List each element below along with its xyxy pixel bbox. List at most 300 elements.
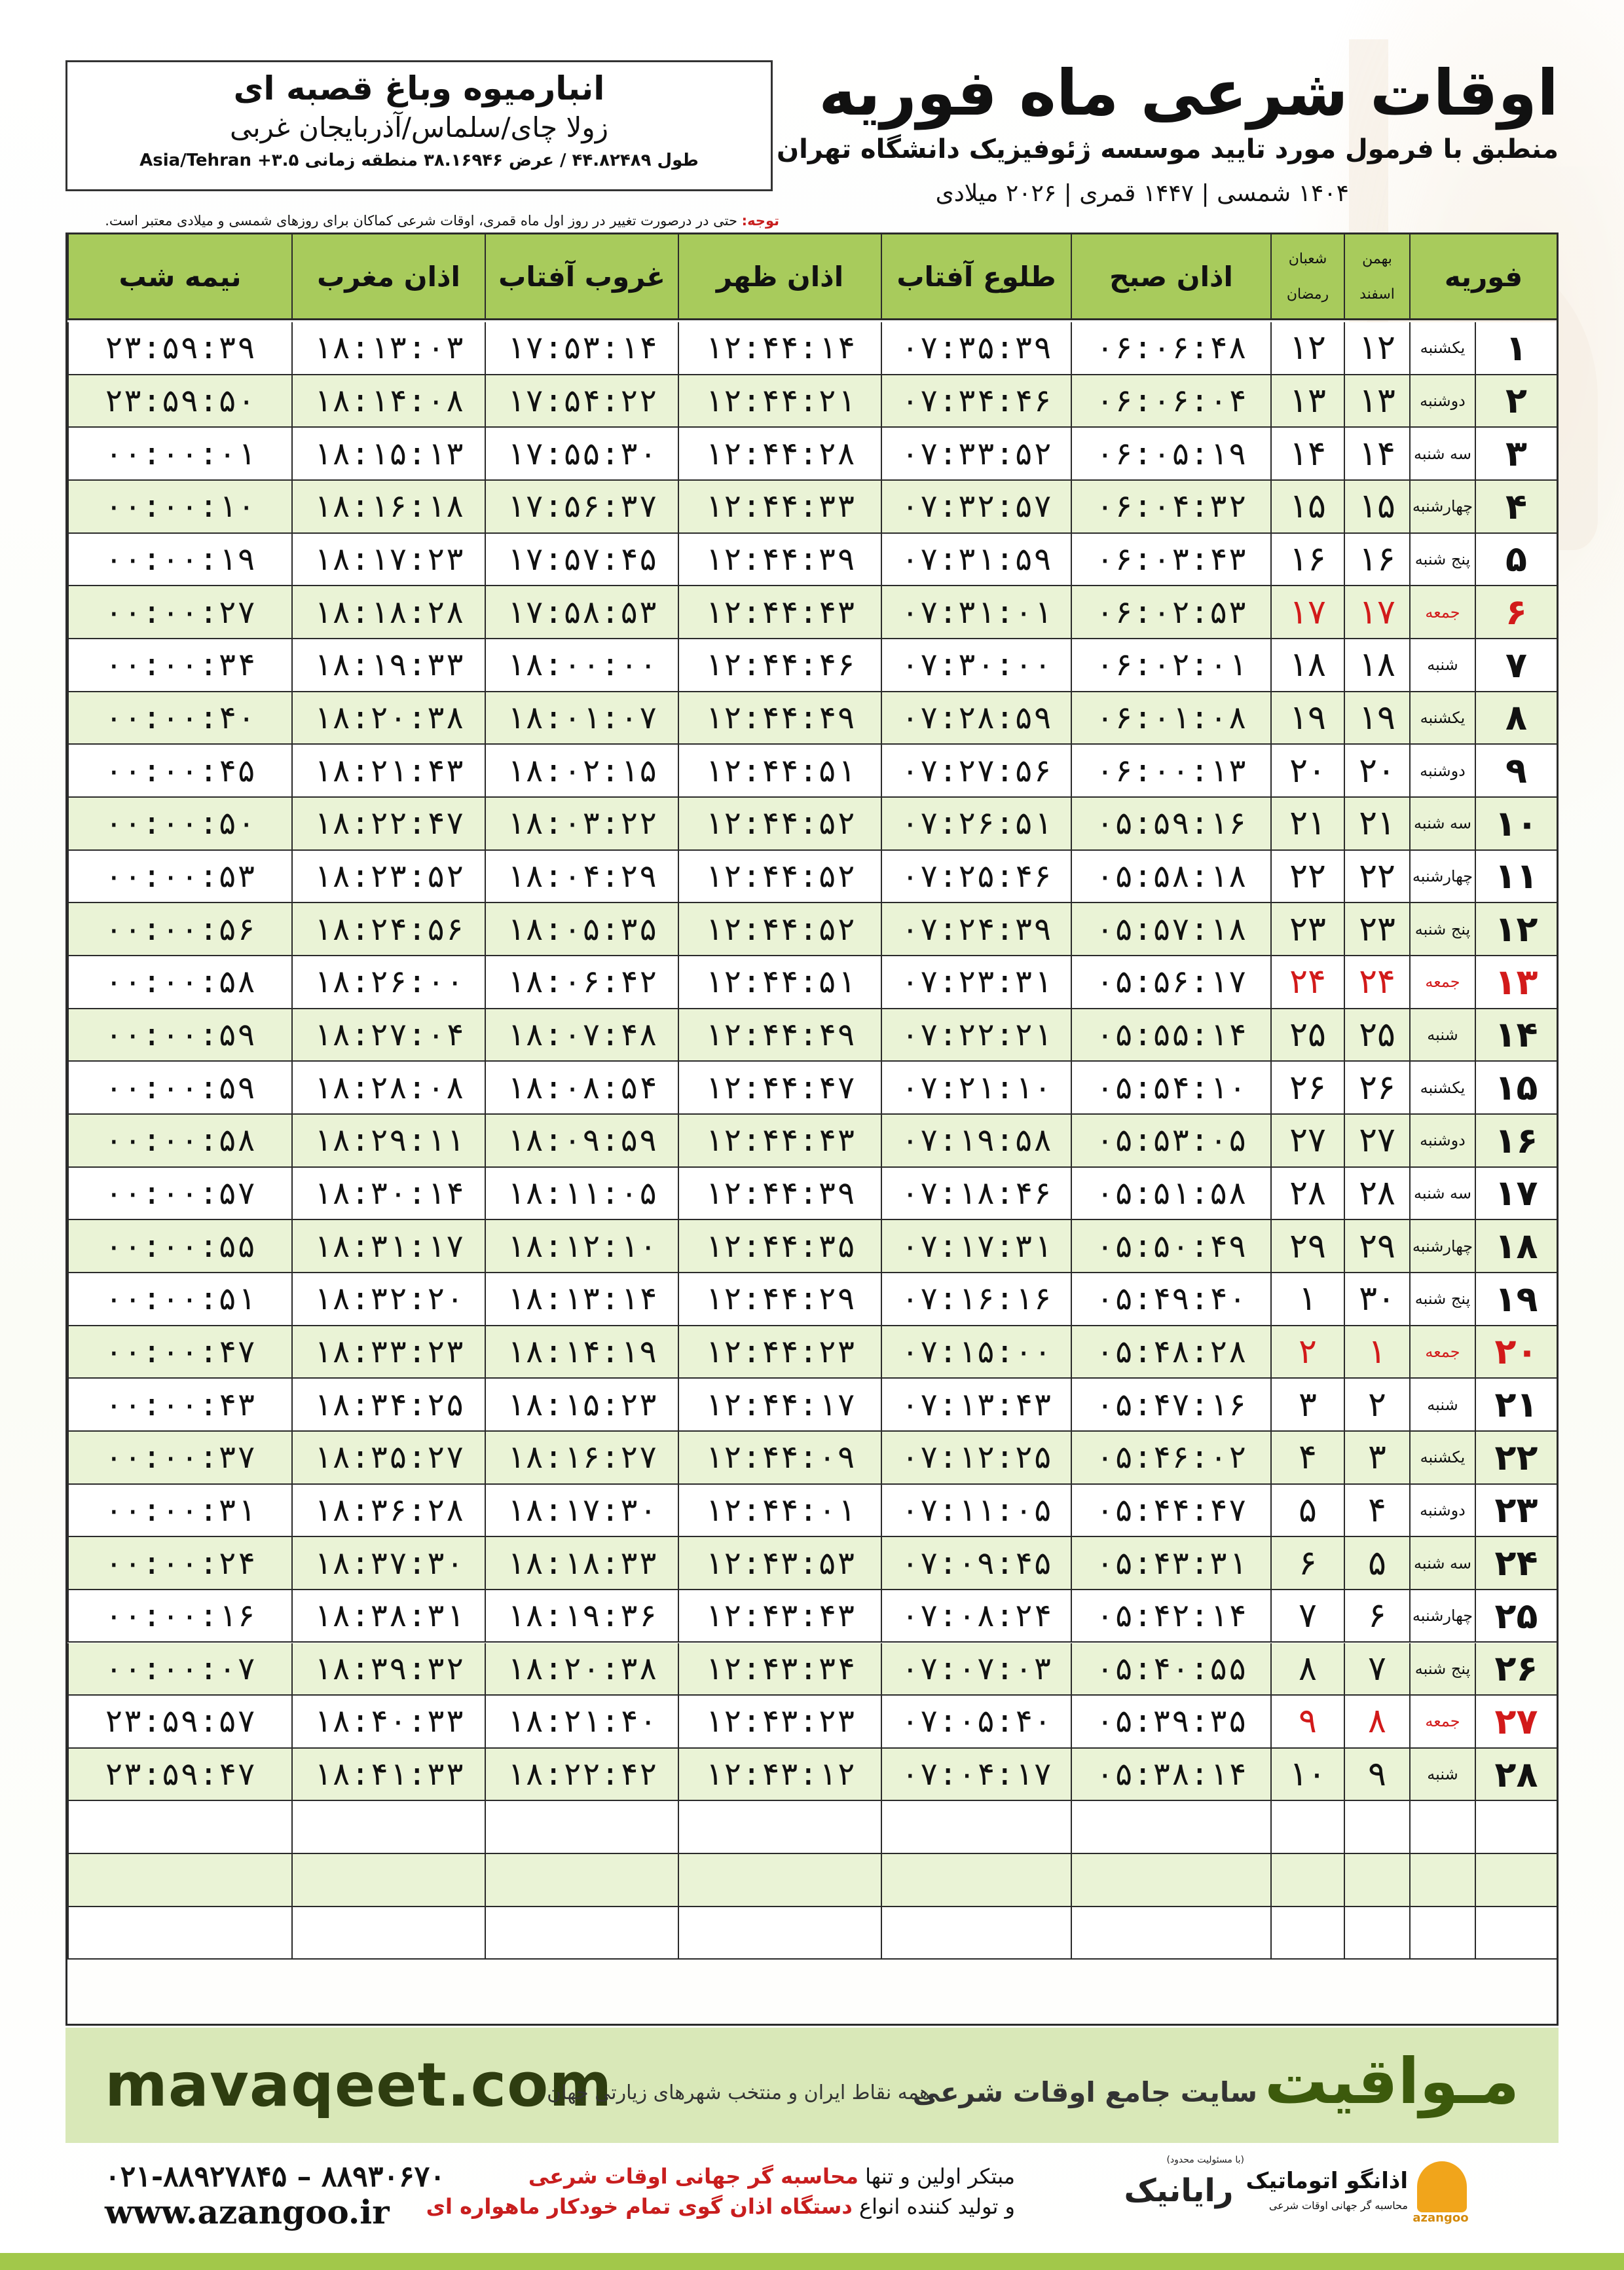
rayanik-tag: (با مسئولیت محدود) [1166, 2155, 1244, 2165]
cell-l: ۱۰ [1270, 1749, 1344, 1800]
cell-s: ۲۴ [1344, 956, 1409, 1008]
table-row [67, 375, 1557, 428]
cell-wd: پنج شنبه [1409, 1273, 1475, 1325]
cell-n: ۲۳:۵۹:۳۹ [67, 322, 291, 374]
prayer-times-table [65, 233, 1559, 2026]
cell-n: ۰۰:۰۰:۳۷ [67, 1432, 291, 1483]
header-solar-label: بهمن [1362, 250, 1392, 267]
header-lunar-label: شعبان [1288, 250, 1327, 267]
cell-l: ۱ [1270, 1273, 1344, 1325]
cell-n: ۰۰:۰۰:۵۸ [67, 1115, 291, 1166]
cell-sr: ۰۷:۲۷:۵۶ [881, 745, 1071, 796]
cell-sr: ۰۷:۳۳:۵۲ [881, 428, 1071, 479]
cell-s: ۱۶ [1344, 534, 1409, 586]
table-row [67, 534, 1557, 587]
note-text: حتی در درصورت تغییر در روز اول ماه قمری، اوقات شرعی کماکان برای روزهای شمسی و میلادی معتبر است. [105, 213, 737, 229]
cell-m: ۱۸:۳۵:۲۷ [291, 1432, 485, 1483]
cell-m: ۱۸:۲۶:۰۰ [291, 956, 485, 1008]
cell-d: ۳ [1475, 428, 1557, 479]
cell-l: ۶ [1270, 1537, 1344, 1589]
cell-s: ۱۳ [1344, 375, 1409, 427]
cell-n: ۲۳:۵۹:۵۰ [67, 375, 291, 427]
cell-d: ۱۶ [1475, 1115, 1557, 1166]
cell-sr: ۰۷:۱۳:۴۳ [881, 1379, 1071, 1430]
cell-d [1475, 1801, 1557, 1853]
location-box [65, 60, 773, 191]
cell-sr: ۰۷:۱۵:۰۰ [881, 1326, 1071, 1378]
cell-n: ۰۰:۰۰:۵۶ [67, 903, 291, 955]
table-row [67, 903, 1557, 956]
cell-l: ۲۸ [1270, 1168, 1344, 1219]
table-row [67, 1907, 1557, 1960]
promo2-highlight: دستگاه اذان گوی تمام خودکار ماهواره ای [426, 2194, 853, 2219]
cell-z: ۱۲:۴۴:۰۱ [678, 1485, 881, 1536]
cell-d: ۲ [1475, 375, 1557, 427]
cell-s: ۱۷ [1344, 586, 1409, 638]
cell-z: ۱۲:۴۴:۵۱ [678, 745, 881, 796]
azangoo-icon [1417, 2161, 1467, 2212]
cell-wd: چهارشنبه [1409, 1220, 1475, 1272]
cell-l: ۲۰ [1270, 745, 1344, 796]
location-region: زولا چای/سلماس/آذربایجان غربی [229, 111, 608, 143]
cell-m [291, 1801, 485, 1853]
table-row [67, 1485, 1557, 1538]
cell-l: ۱۸ [1270, 639, 1344, 691]
header-month: فوریه [1409, 234, 1557, 318]
cell-sr [881, 1801, 1071, 1853]
cell-d: ۲۷ [1475, 1696, 1557, 1747]
header-dhuhr: اذان ظهر [678, 234, 881, 318]
table-row [67, 1220, 1557, 1273]
azangoo-logo [1246, 2161, 1480, 2227]
cell-f: ۰۶:۰۶:۰۴ [1071, 375, 1270, 427]
cell-l: ۳ [1270, 1379, 1344, 1430]
cell-sr: ۰۷:۲۵:۴۶ [881, 851, 1071, 902]
cell-wd: جمعه [1409, 956, 1475, 1008]
cell-l: ۸ [1270, 1643, 1344, 1695]
cell-wd: شنبه [1409, 1749, 1475, 1800]
cell-s: ۲۶ [1344, 1062, 1409, 1113]
cell-z: ۱۲:۴۴:۳۹ [678, 1168, 881, 1219]
cell-sr: ۰۷:۳۲:۵۷ [881, 481, 1071, 532]
table-row [67, 1432, 1557, 1485]
cell-m: ۱۸:۳۸:۳۱ [291, 1590, 485, 1642]
note [65, 213, 779, 229]
cell-z: ۱۲:۴۳:۵۳ [678, 1537, 881, 1589]
cell-s: ۴ [1344, 1485, 1409, 1536]
cell-d: ۱۹ [1475, 1273, 1557, 1325]
cell-ss: ۱۸:۰۴:۲۹ [485, 851, 678, 902]
promo1-text: مبتکر اولین و تنها [865, 2164, 1015, 2189]
cell-wd: یکشنبه [1409, 1062, 1475, 1113]
cell-m: ۱۸:۲۸:۰۸ [291, 1062, 485, 1113]
cell-sr: ۰۷:۳۴:۴۶ [881, 375, 1071, 427]
cell-ss: ۱۷:۵۸:۵۳ [485, 586, 678, 638]
cell-d: ۲۳ [1475, 1485, 1557, 1536]
cell-wd: سه شنبه [1409, 798, 1475, 849]
table-row [67, 1854, 1557, 1907]
cell-m: ۱۸:۳۰:۱۴ [291, 1168, 485, 1219]
cell-z: ۱۲:۴۴:۵۲ [678, 903, 881, 955]
promo1-highlight: محاسبه گر جهانی اوقات شرعی [528, 2164, 858, 2189]
cell-m: ۱۸:۱۹:۳۳ [291, 639, 485, 691]
header-solar-label: اسفند [1359, 286, 1395, 303]
cell-sr: ۰۷:۲۸:۵۹ [881, 692, 1071, 744]
cell-m: ۱۸:۳۱:۱۷ [291, 1220, 485, 1272]
cell-wd: چهارشنبه [1409, 1590, 1475, 1642]
azangoo-subtitle: محاسبه گر جهانی اوقات شرعی [1268, 2199, 1408, 2212]
cell-ss: ۱۸:۱۱:۰۵ [485, 1168, 678, 1219]
cell-s: ۱۴ [1344, 428, 1409, 479]
cell-d: ۲۰ [1475, 1326, 1557, 1378]
cell-d: ۱۵ [1475, 1062, 1557, 1113]
cell-ss: ۱۸:۰۵:۳۵ [485, 903, 678, 955]
cell-ss: ۱۸:۲۰:۳۸ [485, 1643, 678, 1695]
cell-l: ۲ [1270, 1326, 1344, 1378]
azangoo-title: اذانگو اتوماتیک [1246, 2168, 1408, 2194]
table-row [67, 1696, 1557, 1749]
cell-s: ۵ [1344, 1537, 1409, 1589]
cell-f: ۰۶:۰۴:۳۲ [1071, 481, 1270, 532]
cell-n: ۰۰:۰۰:۴۳ [67, 1379, 291, 1430]
cell-l: ۲۶ [1270, 1062, 1344, 1113]
cell-n: ۰۰:۰۰:۳۱ [67, 1485, 291, 1536]
cell-wd: دوشنبه [1409, 1115, 1475, 1166]
table-row [67, 1801, 1557, 1854]
cell-wd: جمعه [1409, 586, 1475, 638]
table-row [67, 1062, 1557, 1115]
site-url[interactable]: mavaqeet.com [105, 2050, 613, 2120]
cell-d [1475, 1854, 1557, 1906]
promo2-text: و تولید کننده انواع [858, 2194, 1015, 2219]
cell-f: ۰۵:۴۴:۴۷ [1071, 1485, 1270, 1536]
cell-d: ۹ [1475, 745, 1557, 796]
cell-sr: ۰۷:۲۱:۱۰ [881, 1062, 1071, 1113]
cell-d: ۱۷ [1475, 1168, 1557, 1219]
page-subtitle: منطبق با فرمول مورد تایید موسسه ژئوفیزیک دانشگاه تهران [776, 134, 1559, 164]
cell-f: ۰۵:۴۰:۵۵ [1071, 1643, 1270, 1695]
cell-z [678, 1907, 881, 1959]
cell-f: ۰۵:۳۹:۳۵ [1071, 1696, 1270, 1747]
cell-ss [485, 1854, 678, 1906]
cell-s: ۷ [1344, 1643, 1409, 1695]
cell-sr [881, 1907, 1071, 1959]
cell-sr: ۰۷:۱۶:۱۶ [881, 1273, 1071, 1325]
cell-wd: یکشنبه [1409, 692, 1475, 744]
cell-ss: ۱۸:۰۷:۴۸ [485, 1009, 678, 1061]
cell-sr: ۰۷:۰۴:۱۷ [881, 1749, 1071, 1800]
cell-ss: ۱۷:۵۷:۴۵ [485, 534, 678, 586]
cell-f: ۰۵:۴۲:۱۴ [1071, 1590, 1270, 1642]
cell-sr: ۰۷:۱۲:۲۵ [881, 1432, 1071, 1483]
cell-d: ۱۰ [1475, 798, 1557, 849]
cell-l [1270, 1801, 1344, 1853]
cell-s: ۲۲ [1344, 851, 1409, 902]
cell-l: ۲۴ [1270, 956, 1344, 1008]
cell-z: ۱۲:۴۳:۳۴ [678, 1643, 881, 1695]
cell-sr: ۰۷:۱۹:۵۸ [881, 1115, 1071, 1166]
cell-n: ۰۰:۰۰:۱۰ [67, 481, 291, 532]
cell-z: ۱۲:۴۴:۴۷ [678, 1062, 881, 1113]
cell-s: ۳۰ [1344, 1273, 1409, 1325]
cell-l: ۱۶ [1270, 534, 1344, 586]
cell-sr: ۰۷:۱۱:۰۵ [881, 1485, 1071, 1536]
table-row [67, 639, 1557, 692]
cell-f: ۰۵:۵۸:۱۸ [1071, 851, 1270, 902]
cell-ss: ۱۸:۰۸:۵۴ [485, 1062, 678, 1113]
table-row [67, 1326, 1557, 1379]
azangoo-latin: azangoo [1412, 2211, 1469, 2225]
cell-sr: ۰۷:۲۶:۵۱ [881, 798, 1071, 849]
cell-n [67, 1907, 291, 1959]
cell-wd: شنبه [1409, 1379, 1475, 1430]
cell-f [1071, 1854, 1270, 1906]
cell-wd: سه شنبه [1409, 1537, 1475, 1589]
cell-d: ۱۳ [1475, 956, 1557, 1008]
cell-s: ۸ [1344, 1696, 1409, 1747]
cell-ss: ۱۸:۲۲:۴۲ [485, 1749, 678, 1800]
cell-s: ۲۳ [1344, 903, 1409, 955]
cell-z [678, 1801, 881, 1853]
cell-z: ۱۲:۴۴:۲۸ [678, 428, 881, 479]
cell-n: ۰۰:۰۰:۲۷ [67, 586, 291, 638]
cell-m: ۱۸:۲۱:۴۳ [291, 745, 485, 796]
cell-s: ۳ [1344, 1432, 1409, 1483]
cell-z: ۱۲:۴۴:۰۹ [678, 1432, 881, 1483]
cell-ss: ۱۸:۱۲:۱۰ [485, 1220, 678, 1272]
cell-z: ۱۲:۴۴:۲۱ [678, 375, 881, 427]
cell-l: ۲۱ [1270, 798, 1344, 849]
cell-s [1344, 1801, 1409, 1853]
cell-wd: یکشنبه [1409, 322, 1475, 374]
cell-wd: شنبه [1409, 1009, 1475, 1061]
page-title: اوقات شرعی ماه فوریه [819, 56, 1559, 130]
cell-wd: چهارشنبه [1409, 851, 1475, 902]
cell-f: ۰۶:۰۱:۰۸ [1071, 692, 1270, 744]
cell-m: ۱۸:۱۷:۲۳ [291, 534, 485, 586]
cell-z: ۱۲:۴۴:۴۶ [678, 639, 881, 691]
cell-d [1475, 1907, 1557, 1959]
cell-ss: ۱۸:۱۶:۲۷ [485, 1432, 678, 1483]
cell-s: ۶ [1344, 1590, 1409, 1642]
cell-ss: ۱۷:۵۵:۳۰ [485, 428, 678, 479]
header-midnight: نیمه شب [67, 234, 291, 318]
cell-l: ۱۵ [1270, 481, 1344, 532]
cell-s: ۱۹ [1344, 692, 1409, 744]
cell-n [67, 1801, 291, 1853]
rayanik-name: رایانیک [1124, 2172, 1234, 2209]
cell-n: ۰۰:۰۰:۰۷ [67, 1643, 291, 1695]
cell-l: ۲۵ [1270, 1009, 1344, 1061]
cell-f [1071, 1907, 1270, 1959]
cell-z: ۱۲:۴۴:۲۹ [678, 1273, 881, 1325]
table-row [67, 1009, 1557, 1062]
cell-m: ۱۸:۱۴:۰۸ [291, 375, 485, 427]
cell-sr: ۰۷:۳۱:۰۱ [881, 586, 1071, 638]
cell-ss: ۱۸:۱۵:۲۳ [485, 1379, 678, 1430]
cell-n: ۰۰:۰۰:۱۹ [67, 534, 291, 586]
cell-sr: ۰۷:۰۸:۲۴ [881, 1590, 1071, 1642]
cell-wd: دوشنبه [1409, 1485, 1475, 1536]
cell-sr [881, 1854, 1071, 1906]
table-row [67, 1273, 1557, 1326]
cell-z: ۱۲:۴۴:۳۹ [678, 534, 881, 586]
cell-d: ۷ [1475, 639, 1557, 691]
brand-logo: مـواقیت [1264, 2045, 1519, 2118]
cell-wd: شنبه [1409, 639, 1475, 691]
cell-f: ۰۶:۰۶:۴۸ [1071, 322, 1270, 374]
cell-ss: ۱۸:۰۲:۱۵ [485, 745, 678, 796]
cell-s: ۲۸ [1344, 1168, 1409, 1219]
cell-sr: ۰۷:۲۴:۳۹ [881, 903, 1071, 955]
azangoo-url[interactable]: www.azangoo.ir [105, 2193, 390, 2231]
cell-f: ۰۵:۴۹:۴۰ [1071, 1273, 1270, 1325]
header-sunrise: طلوع آفتاب [881, 234, 1071, 318]
cell-l: ۲۷ [1270, 1115, 1344, 1166]
cell-ss [485, 1907, 678, 1959]
table-row [67, 1643, 1557, 1696]
header-sunset: غروب آفتاب [485, 234, 678, 318]
cell-sr: ۰۷:۳۵:۳۹ [881, 322, 1071, 374]
location-name: انبارمیوه وباغ قصبه ای [233, 69, 605, 107]
cell-wd [1409, 1907, 1475, 1959]
cell-f: ۰۶:۰۲:۰۱ [1071, 639, 1270, 691]
cell-s: ۲۷ [1344, 1115, 1409, 1166]
cell-s: ۲۰ [1344, 745, 1409, 796]
cell-sr: ۰۷:۲۲:۲۱ [881, 1009, 1071, 1061]
cell-l: ۱۷ [1270, 586, 1344, 638]
cell-f: ۰۵:۵۱:۵۸ [1071, 1168, 1270, 1219]
cell-ss: ۱۷:۵۳:۱۴ [485, 322, 678, 374]
cell-n: ۰۰:۰۰:۱۶ [67, 1590, 291, 1642]
cell-wd: پنج شنبه [1409, 1643, 1475, 1695]
cell-wd: دوشنبه [1409, 375, 1475, 427]
table-row [67, 1168, 1557, 1221]
cell-f: ۰۵:۵۰:۴۹ [1071, 1220, 1270, 1272]
cell-d: ۱۴ [1475, 1009, 1557, 1061]
cell-z: ۱۲:۴۴:۵۲ [678, 851, 881, 902]
promo-line-1 [528, 2164, 1015, 2189]
cell-m: ۱۸:۳۲:۲۰ [291, 1273, 485, 1325]
cell-f: ۰۵:۵۷:۱۸ [1071, 903, 1270, 955]
cell-ss: ۱۸:۰۰:۰۰ [485, 639, 678, 691]
cell-m: ۱۸:۴۰:۳۳ [291, 1696, 485, 1747]
cell-d: ۱۸ [1475, 1220, 1557, 1272]
cell-z: ۱۲:۴۴:۱۷ [678, 1379, 881, 1430]
phone-numbers: ۰۲۱-۸۸۹۲۷۸۴۵ – ۸۸۹۳۰۶۷۰ [105, 2160, 445, 2193]
cell-m: ۱۸:۳۷:۳۰ [291, 1537, 485, 1589]
cell-ss: ۱۸:۱۸:۳۳ [485, 1537, 678, 1589]
cell-s: ۲۱ [1344, 798, 1409, 849]
cell-f: ۰۵:۴۸:۲۸ [1071, 1326, 1270, 1378]
cell-m [291, 1907, 485, 1959]
cell-s: ۱۸ [1344, 639, 1409, 691]
table-row [67, 851, 1557, 904]
cell-z: ۱۲:۴۴:۴۳ [678, 1115, 881, 1166]
cell-n: ۰۰:۰۰:۵۷ [67, 1168, 291, 1219]
cell-wd: جمعه [1409, 1326, 1475, 1378]
cell-l: ۱۴ [1270, 428, 1344, 479]
cell-s: ۲ [1344, 1379, 1409, 1430]
table-row [67, 745, 1557, 798]
cell-ss [485, 1801, 678, 1853]
header-maghrib: اذان مغرب [291, 234, 485, 318]
cell-wd: جمعه [1409, 1696, 1475, 1747]
cell-f: ۰۵:۵۶:۱۷ [1071, 956, 1270, 1008]
cell-ss: ۱۷:۵۴:۲۲ [485, 375, 678, 427]
cell-ss: ۱۸:۱۴:۱۹ [485, 1326, 678, 1378]
table-row [67, 586, 1557, 639]
note-label: توجه: [741, 213, 779, 229]
cell-sr: ۰۷:۱۸:۴۶ [881, 1168, 1071, 1219]
cell-z: ۱۲:۴۴:۴۹ [678, 1009, 881, 1061]
cell-m [291, 1854, 485, 1906]
cell-m: ۱۸:۲۴:۵۶ [291, 903, 485, 955]
cell-n: ۲۳:۵۹:۴۷ [67, 1749, 291, 1800]
cell-l: ۷ [1270, 1590, 1344, 1642]
table-row [67, 692, 1557, 745]
cell-s: ۲۹ [1344, 1220, 1409, 1272]
cell-ss: ۱۸:۱۹:۳۶ [485, 1590, 678, 1642]
calendar-years: ۱۴۰۴ شمسی | ۱۴۴۷ قمری | ۲۰۲۶ میلادی [935, 180, 1349, 207]
cell-d: ۱ [1475, 322, 1557, 374]
cell-d: ۲۵ [1475, 1590, 1557, 1642]
cell-f: ۰۵:۵۳:۰۵ [1071, 1115, 1270, 1166]
cell-f: ۰۵:۵۴:۱۰ [1071, 1062, 1270, 1113]
cell-wd: پنج شنبه [1409, 903, 1475, 955]
cell-m: ۱۸:۲۰:۳۸ [291, 692, 485, 744]
cell-wd: دوشنبه [1409, 745, 1475, 796]
table-row [67, 322, 1557, 375]
cell-m: ۱۸:۲۳:۵۲ [291, 851, 485, 902]
table-header [67, 234, 1557, 320]
cell-d: ۲۱ [1475, 1379, 1557, 1430]
cell-l: ۱۳ [1270, 375, 1344, 427]
cell-ss: ۱۷:۵۶:۳۷ [485, 481, 678, 532]
cell-l: ۱۹ [1270, 692, 1344, 744]
cell-wd: یکشنبه [1409, 1432, 1475, 1483]
cell-m: ۱۸:۳۹:۳۲ [291, 1643, 485, 1695]
cell-m: ۱۸:۱۸:۲۸ [291, 586, 485, 638]
cell-l [1270, 1854, 1344, 1906]
bottom-bar [0, 2253, 1624, 2270]
cell-z: ۱۲:۴۴:۱۴ [678, 322, 881, 374]
cell-z [678, 1854, 881, 1906]
cell-ss: ۱۸:۰۶:۴۲ [485, 956, 678, 1008]
cell-d: ۲۲ [1475, 1432, 1557, 1483]
cell-m: ۱۸:۲۹:۱۱ [291, 1115, 485, 1166]
cell-z: ۱۲:۴۳:۲۳ [678, 1696, 881, 1747]
cell-wd [1409, 1801, 1475, 1853]
table-row [67, 1590, 1557, 1643]
cell-l: ۴ [1270, 1432, 1344, 1483]
header-lunar-label: رمضان [1286, 286, 1329, 303]
brand-subtagline: همه نقاط ایران و منتخب شهرهای زیارتی جهان [547, 2081, 930, 2104]
cell-l: ۱۲ [1270, 322, 1344, 374]
cell-ss: ۱۸:۱۷:۳۰ [485, 1485, 678, 1536]
cell-f: ۰۵:۴۶:۰۲ [1071, 1432, 1270, 1483]
cell-m: ۱۸:۳۴:۲۵ [291, 1379, 485, 1430]
cell-l: ۲۲ [1270, 851, 1344, 902]
cell-ss: ۱۸:۱۳:۱۴ [485, 1273, 678, 1325]
cell-n: ۰۰:۰۰:۴۵ [67, 745, 291, 796]
cell-n: ۰۰:۰۰:۰۱ [67, 428, 291, 479]
cell-f: ۰۵:۴۷:۱۶ [1071, 1379, 1270, 1430]
cell-d: ۱۱ [1475, 851, 1557, 902]
cell-ss: ۱۸:۲۱:۴۰ [485, 1696, 678, 1747]
cell-sr: ۰۷:۰۷:۰۳ [881, 1643, 1071, 1695]
cell-sr: ۰۷:۳۱:۵۹ [881, 534, 1071, 586]
